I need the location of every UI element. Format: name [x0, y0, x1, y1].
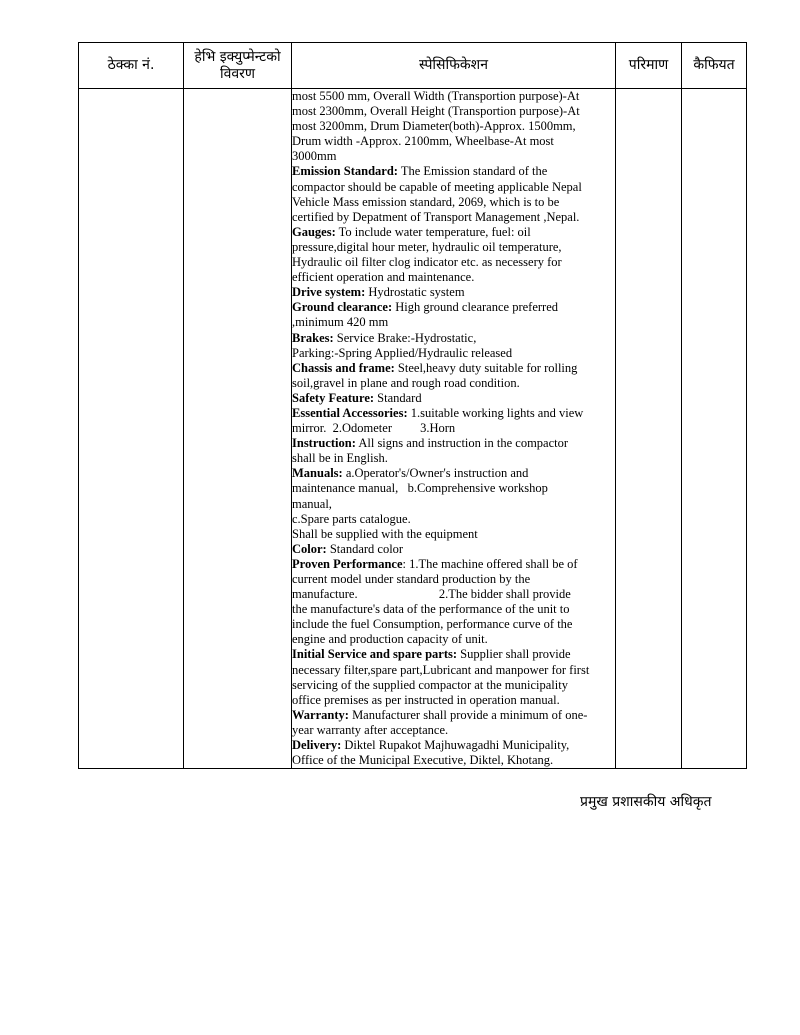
spec-line: most 3200mm, Drum Diameter(both)-Approx. 1500mm, — [292, 119, 576, 134]
warranty-label: Warranty: — [292, 707, 349, 722]
spec-line: Drum width -Approx. 2100mm, Wheelbase-At most — [292, 134, 554, 149]
spec-text: Hydrostatic system — [365, 285, 465, 300]
spec-line: certified by Depatment of Transport Management ,Nepal. — [292, 209, 580, 224]
header-contract-no: ठेक्का नं. — [79, 43, 184, 89]
spec-text: Standard color — [326, 541, 404, 556]
warranty — [292, 708, 615, 723]
quantity-cell — [616, 89, 682, 769]
header-remarks: कैफियत — [682, 43, 747, 89]
spec-line: compactor should be capable of meeting applicable Nepal — [292, 179, 582, 194]
equipment-cell — [184, 89, 292, 769]
spec-line: Shall be supplied with the equipment — [292, 526, 478, 541]
header-equipment-line2: विवरण — [219, 65, 256, 82]
color-label: Color: — [292, 541, 327, 556]
spec-text: 1.suitable working lights and view — [407, 405, 584, 420]
header-equipment-description — [184, 43, 292, 89]
drive-label: Drive system: — [292, 285, 366, 300]
spec-line: manufacture. 2.The bidder shall provide — [292, 587, 571, 602]
manuals — [292, 466, 615, 481]
safety-label: Safety Feature: — [292, 390, 375, 405]
specification-cell — [292, 89, 616, 769]
spec-line: soil,gravel in plane and rough road condition. — [292, 375, 520, 390]
spec-line: necessary filter,spare part,Lubricant and manpower for first — [292, 662, 590, 677]
spec-line: servicing of the supplied compactor at the municipality — [292, 677, 568, 692]
delivery — [292, 738, 615, 753]
spec-text: High ground clearance preferred — [392, 300, 558, 315]
brakes-label: Brakes: — [292, 330, 334, 345]
emission-label: Emission Standard: — [292, 164, 398, 179]
ground-label: Ground clearance: — [292, 300, 393, 315]
proven-label: Proven Performance — [292, 556, 403, 571]
chassis-and-frame — [292, 361, 615, 376]
spec-line: most 2300mm, Overall Height (Transportion purpose)-At — [292, 104, 580, 119]
gauges-label: Gauges: — [292, 224, 336, 239]
remarks-cell — [682, 89, 747, 769]
initial-label: Initial Service and spare parts: — [292, 647, 458, 662]
instruction-label: Instruction: — [292, 436, 356, 451]
spec-line: Office of the Municipal Executive, Diktel, Khotang. — [292, 753, 554, 768]
spec-line: engine and production capacity of unit. — [292, 632, 488, 647]
header-specification: स्पेसिफिकेशन — [292, 43, 616, 89]
spec-line: pressure,digital hour meter, hydraulic oil temperature, — [292, 239, 562, 254]
signature-title: प्रमुख प्रशासकीय अधिकृत — [580, 794, 712, 810]
color — [292, 542, 615, 557]
spec-text: Supplier shall provide — [457, 647, 571, 662]
spec-line: include the fuel Consumption, performance curve of the — [292, 617, 573, 632]
spec-line: c.Spare parts catalogue. — [292, 511, 411, 526]
spec-line: Vehicle Mass emission standard, 2069, which is to be — [292, 194, 560, 209]
manuals-label: Manuals: — [292, 466, 343, 481]
spec-text: The Emission standard of the — [397, 164, 548, 179]
spec-line: maintenance manual, b.Comprehensive workshop — [292, 481, 548, 496]
spec-text: Diktel Rupakot Majhuwagadhi Municipality, — [341, 738, 570, 753]
emission-standard — [292, 164, 615, 179]
header-quantity: परिमाण — [616, 43, 682, 89]
spec-text: a.Operator's/Owner's instruction and — [342, 466, 529, 481]
spec-line: ,minimum 420 mm — [292, 315, 389, 330]
essential-accessories — [292, 406, 615, 421]
spec-line: Hydraulic oil filter clog indicator etc. as necessery for — [292, 255, 562, 270]
contract-no-cell — [79, 89, 184, 769]
proven-performance — [292, 557, 615, 572]
drive-system — [292, 285, 615, 300]
spec-line: efficient operation and maintenance. — [292, 270, 475, 285]
delivery-label: Delivery: — [292, 738, 342, 753]
spec-line: mirror. 2.Odometer 3.Horn — [292, 421, 456, 436]
spec-line: Parking:-Spring Applied/Hydraulic released — [292, 345, 513, 360]
spec-text: Standard — [374, 390, 422, 405]
spec-line: shall be in English. — [292, 451, 388, 466]
specification-table — [78, 42, 747, 769]
accessories-label: Essential Accessories: — [292, 405, 408, 420]
spec-text: : 1.The machine offered shall be of — [402, 556, 578, 571]
safety-feature — [292, 391, 615, 406]
initial-service — [292, 647, 615, 662]
spec-text: Service Brake:-Hydrostatic, — [333, 330, 477, 345]
spec-text: All signs and instruction in the compactor — [355, 436, 569, 451]
spec-line: the manufacture's data of the performance of the unit to — [292, 602, 570, 617]
spec-text: Steel,heavy duty suitable for rolling — [394, 360, 578, 375]
spec-line: 3000mm — [292, 149, 337, 164]
table-row — [79, 89, 747, 769]
brakes — [292, 331, 615, 346]
instruction — [292, 436, 615, 451]
spec-line: manual, — [292, 496, 332, 511]
ground-clearance — [292, 300, 615, 315]
spec-line: most 5500 mm, Overall Width (Transportion purpose)-At — [292, 89, 580, 103]
header-row — [79, 43, 747, 89]
header-equipment-line1: हेभि इक्युप्मेन्टको — [194, 48, 281, 65]
gauges — [292, 225, 615, 240]
spec-line: year warranty after acceptance. — [292, 722, 449, 737]
chassis-label: Chassis and frame: — [292, 360, 395, 375]
spec-text: To include water temperature, fuel: oil — [335, 224, 531, 239]
spec-line: office premises as per instructed in operation manual. — [292, 692, 560, 707]
spec-text: Manufacturer shall provide a minimum of one- — [348, 707, 588, 722]
spec-line: current model under standard production by the — [292, 572, 531, 586]
